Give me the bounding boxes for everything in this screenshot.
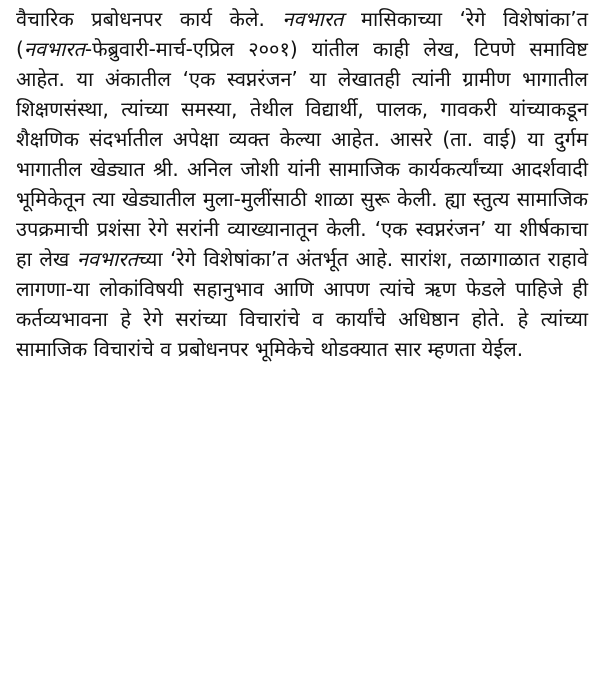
text-segment: -फेब्रुवारी-मार्च-एप्रिल २००१) यांतील काही लेख, टिपणे समाविष्ट आहेत. या अंकातील ‘एक स्वप्नरंजन’ या लेखातही त्यांनी ग्रामीण भागातील शिक्षणसंस्था, त्यांच्या समस्या, तेथील विद्यार्थी, पालक, गावकरी यांच्याकडून शैक्षणिक संदर्भातील अपेक्षा व्यक्त केल्या आहेत. आसरे (ता. वाई) या दुर्गम भागातील खेड्यात श्री. अनिल जोशी यांनी सामाजिक कार्यकर्त्यांच्या आदर्शवादी भूमिकेतून त्या खेड्यातील मुला-मुलींसाठी शाळा सुरू केली. ह्या स्तुत्य सामाजिक उपक्रमाची प्रशंसा रेगे सरांनी व्याख्यानातून केली. ‘एक स्वप्नरंजन’ या शीर्षकाचा हा लेख [16,37,588,271]
text-segment: मासिकाच्या ‘रेगे विशेषांका’त ( [16,7,588,61]
document-page [16,4,588,364]
text-segment: च्या ‘रेगे विशेषांका’त अंतर्भूत आहे. सारांश, तळागाळात राहावे लागणा-या लोकांविषयी सहानुभाव आणि आपण त्यांचे ऋण फेडले पाहिजे ही कर्तव्यभावना हे रेगे सरांच्या विचारांचे व कार्यांचे अधिष्ठान होते. हे त्यांच्या सामाजिक विचारांचे व प्रबोधनपर भूमिकेचे थोडक्यात सार म्हणता येईल. [16,247,589,361]
body-paragraph [16,4,588,364]
journal-name-italic: नवभारत [282,7,344,31]
journal-name-italic: नवभारत [76,247,138,271]
text-segment: वैचारिक प्रबोधनपर कार्य केले. [16,7,283,31]
journal-name-italic: नवभारत [23,37,85,61]
